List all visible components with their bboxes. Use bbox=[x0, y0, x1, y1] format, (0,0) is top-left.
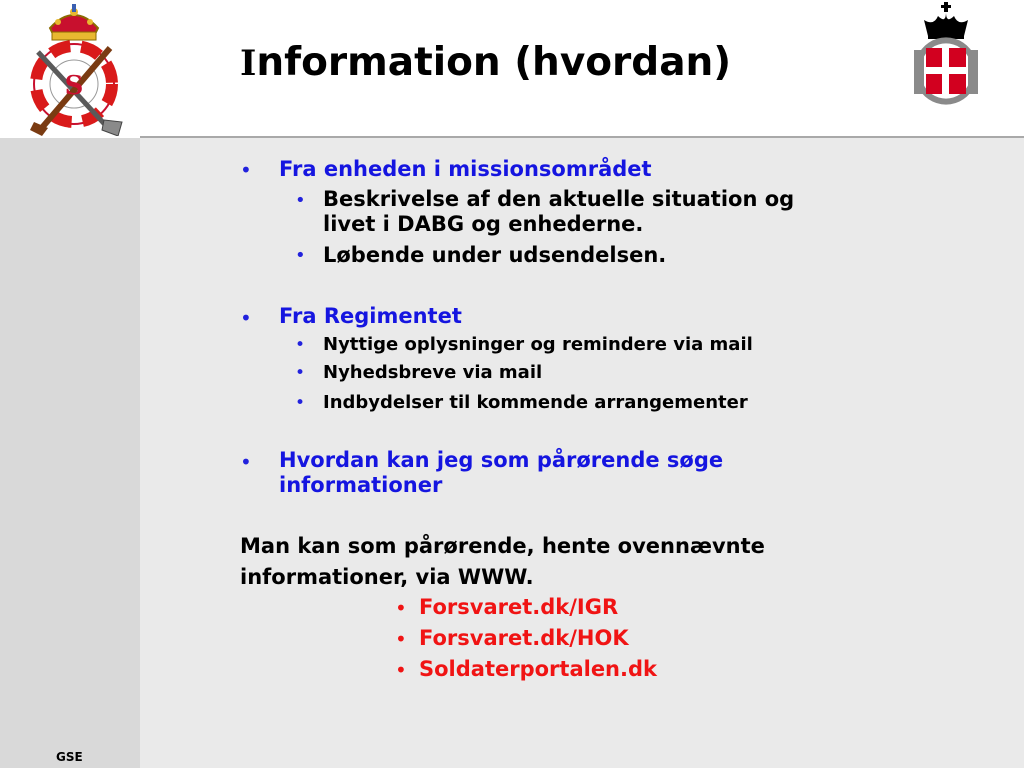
bullet-marker: • bbox=[295, 363, 306, 383]
section-heading-question: Hvordan kan jeg som pårørende søge bbox=[279, 448, 724, 472]
section-heading-unit: Fra enheden i missionsområdet bbox=[279, 157, 652, 181]
list-item: Nyhedsbreve via mail bbox=[323, 362, 543, 383]
bullet-marker: • bbox=[295, 393, 306, 413]
bullet-marker: • bbox=[295, 245, 306, 266]
bullet-marker: • bbox=[395, 658, 407, 682]
bullet-marker: • bbox=[295, 190, 306, 211]
list-item: Nyttige oplysninger og remindere via mail bbox=[323, 334, 753, 355]
bullet-marker: • bbox=[240, 450, 252, 474]
regiment-crest-icon bbox=[18, 2, 130, 136]
left-sidebar bbox=[0, 138, 140, 768]
list-item-continuation: livet i DABG og enhederne. bbox=[323, 212, 644, 236]
bullet-marker: • bbox=[395, 627, 407, 651]
title-text: nformation (hvordan) bbox=[256, 40, 732, 85]
title-initial: I bbox=[240, 43, 257, 84]
bullet-marker: • bbox=[240, 306, 252, 330]
info-paragraph-line: Man kan som pårørende, hente ovennævnte bbox=[240, 534, 765, 558]
list-item: Beskrivelse af den aktuelle situation og bbox=[323, 187, 795, 211]
link-forsvaret-igr[interactable]: Forsvaret.dk/IGR bbox=[419, 595, 619, 619]
list-item: Indbydelser til kommende arrangementer bbox=[323, 392, 748, 413]
info-paragraph-line: informationer, via WWW. bbox=[240, 565, 534, 589]
bullet-marker: • bbox=[295, 335, 306, 355]
bullet-marker: • bbox=[395, 596, 407, 620]
bullet-marker: • bbox=[240, 158, 252, 182]
danish-army-crown-icon bbox=[910, 2, 982, 110]
svg-text:S: S bbox=[64, 71, 84, 101]
link-soldaterportalen[interactable]: Soldaterportalen.dk bbox=[419, 657, 657, 681]
section-heading-question-continuation: informationer bbox=[279, 473, 443, 497]
link-forsvaret-hok[interactable]: Forsvaret.dk/HOK bbox=[419, 626, 629, 650]
list-item: Løbende under udsendelsen. bbox=[323, 243, 667, 267]
footer-initials: GSE bbox=[56, 750, 83, 764]
header-divider bbox=[140, 136, 1024, 138]
slide-title bbox=[240, 40, 731, 85]
section-heading-regiment: Fra Regimentet bbox=[279, 304, 462, 328]
